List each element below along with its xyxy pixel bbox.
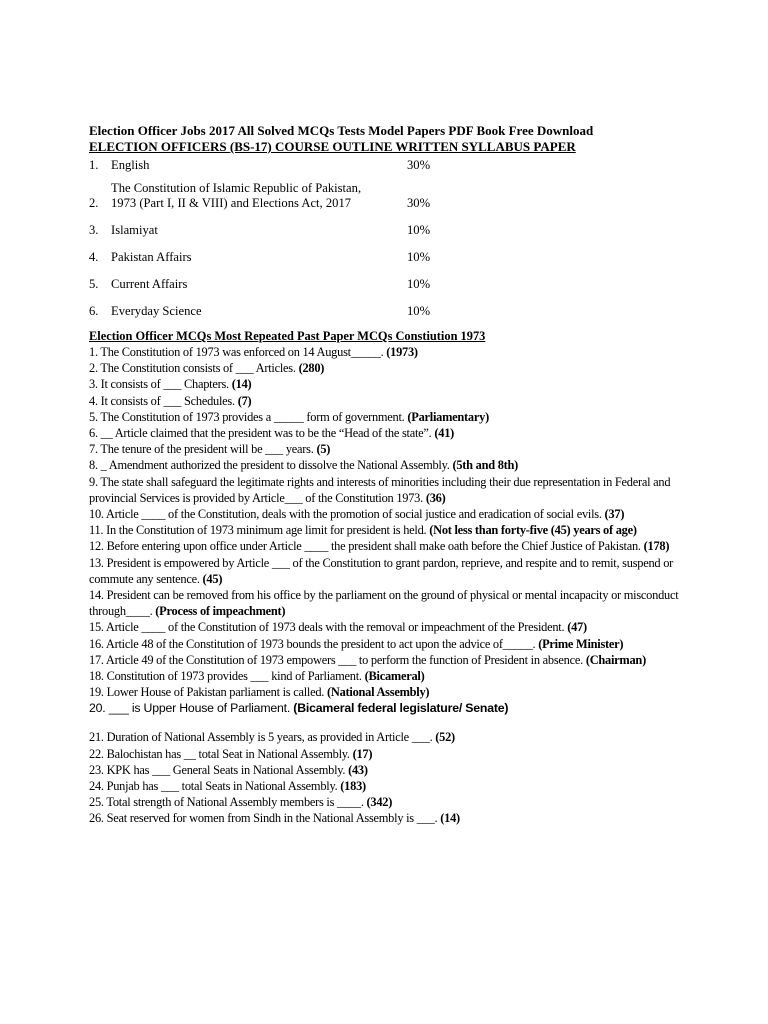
syllabus-subject: English	[111, 158, 150, 172]
question-answer: (Not less than forty-five (45) years of age)	[429, 523, 637, 538]
question-text: 1. The Constitution of 1973 was enforced on 14 August_____.	[89, 345, 387, 359]
syllabus-row	[89, 173, 430, 211]
syllabus-percentage: 10%	[407, 223, 431, 237]
syllabus-table	[89, 156, 430, 319]
question-item	[89, 425, 689, 441]
question-text: 11. In the Constitution of 1973 minimum age limit for president is held.	[89, 523, 430, 538]
question-answer: (183)	[340, 779, 366, 794]
question-text: 15. Article ____ of the Constitution of 1973 deals with the removal or impeachment of the President.	[89, 620, 568, 635]
question-item	[89, 522, 689, 538]
document-page	[89, 123, 689, 827]
question-answer: (43)	[348, 762, 368, 777]
question-answer: (14)	[231, 377, 252, 392]
question-item	[89, 619, 689, 635]
question-text: 20. ___ is Upper House of Parliament.	[89, 701, 294, 716]
question-text: 17. Article 49 of the Constitution of 1973 empowers ___ to perform the function of President in absence.	[89, 652, 586, 667]
question-text: 18. Constitution of 1973 provides ___ kind of Parliament.	[89, 669, 365, 684]
question-text: 26. Seat reserved for women from Sindh in the National Assembly is ___.	[89, 811, 441, 826]
question-answer: (45)	[202, 571, 223, 586]
question-item	[89, 810, 689, 826]
question-text: 12. Before entering upon office under Article ____ the president shall make oath before the Chief Justice of Pakistan.	[89, 539, 644, 554]
question-answer: (52)	[435, 730, 455, 745]
question-answer: (342)	[366, 795, 393, 810]
question-text: 2. The Constitution consists of ___ Articles.	[89, 361, 299, 376]
question-text: 22. Balochistan has __ total Seat in National Assembly.	[89, 746, 353, 761]
syllabus-subject: Islamiyat	[111, 223, 158, 237]
question-answer: (36)	[425, 490, 446, 505]
question-item	[89, 538, 689, 554]
question-answer: (Bicameral federal legislature/ Senate)	[293, 701, 509, 716]
question-answer: (Chairman)	[585, 652, 646, 667]
question-item	[89, 794, 689, 810]
question-text: 23. KPK has ___ General Seats in National Assembly.	[89, 762, 349, 777]
question-item	[89, 762, 689, 778]
question-text: 25. Total strength of National Assembly members is ____.	[89, 795, 367, 810]
syllabus-number: 2.	[89, 196, 99, 210]
question-answer: (178)	[643, 539, 670, 554]
question-item	[89, 506, 689, 522]
question-text: 13. President is empowered by Article ___ of the Constitution to grant pardon, reprieve, and respite and to remit, suspend or commute any sentence.	[89, 555, 674, 586]
question-item	[89, 441, 689, 457]
syllabus-number: 6.	[89, 304, 99, 318]
question-text: 24. Punjab has ___ total Seats in National Assembly.	[89, 779, 341, 794]
question-text: 6. __ Article claimed that the president was to be the “Head of the state”.	[89, 426, 435, 441]
question-item	[89, 684, 689, 700]
syllabus-row	[89, 211, 430, 238]
question-text: 9. The state shall safeguard the legitimate rights and interests of minorities including their due representation in Federal and provincial Services is provided by Article___ of the Constitution 1973.	[89, 474, 671, 505]
question-item	[89, 668, 689, 684]
syllabus-number: 4.	[89, 250, 99, 264]
syllabus-subject: Pakistan Affairs	[111, 250, 192, 264]
syllabus-percentage: 10%	[407, 277, 431, 291]
syllabus-percentage: 30%	[407, 158, 431, 172]
syllabus-percentage: 10%	[407, 304, 431, 318]
syllabus-subject: Current Affairs	[111, 277, 188, 291]
question-item	[89, 393, 689, 409]
question-answer: (Process of impeachment)	[155, 604, 286, 619]
syllabus-number: 3.	[89, 223, 99, 237]
question-answer: (47)	[567, 620, 587, 635]
syllabus-subject-line: 1973 (Part I, II & VIII) and Elections Act, 2017	[111, 196, 352, 210]
question-item	[89, 474, 689, 506]
document-title: Election Officer Jobs 2017 All Solved MCQs Tests Model Papers PDF Book Free Download	[89, 123, 594, 138]
question-answer: (National Assembly)	[327, 685, 430, 700]
syllabus-number: 1.	[89, 158, 99, 172]
question-text: 7. The tenure of the president will be ___ years.	[89, 442, 317, 457]
question-text: 5. The Constitution of 1973 provides a _____ form of government.	[89, 409, 408, 424]
question-item	[89, 587, 689, 619]
question-answer: (Parliamentary)	[407, 409, 489, 424]
syllabus-number: 5.	[89, 277, 99, 291]
question-item	[89, 700, 689, 717]
syllabus-percentage: 30%	[407, 196, 431, 210]
question-answer: (7)	[237, 393, 252, 408]
question-text: 14. President can be removed from his office by the parliament on the ground of physical or mental incapacity or misconduct through____.	[89, 588, 679, 619]
question-answer: (Prime Minister)	[538, 636, 624, 651]
question-item	[89, 360, 689, 376]
question-text: 4. It consists of ___ Schedules.	[89, 393, 238, 408]
question-item	[89, 555, 689, 587]
question-text: 21. Duration of National Assembly is 5 years, as provided in Article ___.	[89, 730, 436, 745]
section-title: Election Officer MCQs Most Repeated Past Paper MCQs Constiution 1973	[89, 329, 486, 343]
question-answer: (1973)	[386, 345, 418, 359]
question-item	[89, 344, 689, 360]
question-text: 16. Article 48 of the Constitution of 1973 bounds the president to act upon the advice of_____.	[89, 636, 539, 651]
syllabus-percentage: 10%	[407, 250, 431, 264]
document-subtitle: ELECTION OFFICERS (BS-17) COURSE OUTLINE WRITTEN SYLLABUS PAPER	[89, 139, 576, 154]
question-text: 19. Lower House of Pakistan parliament is called.	[89, 685, 327, 700]
question-item	[89, 652, 689, 668]
question-answer: (37)	[604, 507, 625, 522]
question-answer: (41)	[434, 426, 455, 441]
question-item	[89, 729, 689, 745]
question-answer: (14)	[440, 811, 460, 826]
syllabus-subject	[111, 173, 407, 211]
syllabus-subject: Everyday Science	[111, 304, 202, 318]
question-item	[89, 746, 689, 762]
syllabus-row	[89, 238, 430, 265]
syllabus-row	[89, 292, 430, 319]
question-answer: (Bicameral)	[364, 669, 425, 684]
question-answer: (5)	[316, 442, 331, 457]
syllabus-row	[89, 156, 430, 173]
question-item	[89, 409, 689, 425]
question-text: 3. It consists of ___ Chapters.	[89, 377, 232, 392]
question-item	[89, 376, 689, 392]
question-answer: (5th and 8th)	[452, 458, 519, 473]
question-item	[89, 636, 689, 652]
question-list	[89, 344, 689, 827]
question-answer: (17)	[352, 746, 373, 761]
question-item	[89, 457, 689, 473]
syllabus-subject-line: The Constitution of Islamic Republic of Pakistan,	[111, 181, 362, 195]
syllabus-row	[89, 265, 430, 292]
question-item	[89, 778, 689, 794]
question-text: 8. _ Amendment authorized the president to dissolve the National Assembly.	[89, 458, 453, 473]
question-text: 10. Article ____ of the Constitution, deals with the promotion of social justice and eradication of social evils.	[89, 507, 605, 522]
question-answer: (280)	[298, 361, 325, 376]
